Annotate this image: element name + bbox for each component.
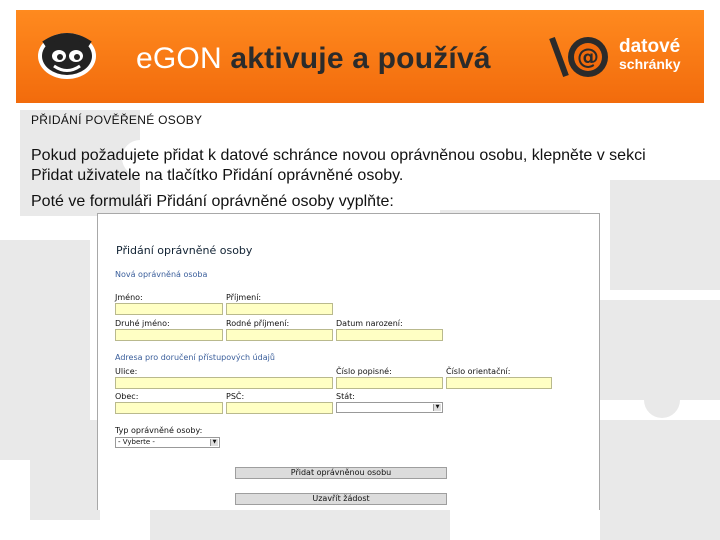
select-typ-osoby[interactable] xyxy=(115,437,220,448)
label-jmeno: Jméno: xyxy=(115,293,143,302)
label-psc: PSČ: xyxy=(226,392,245,401)
input-prijmeni[interactable] xyxy=(226,303,333,315)
input-cislo-orientacni[interactable] xyxy=(446,377,552,389)
input-jmeno[interactable] xyxy=(115,303,223,315)
label-prijmeni: Příjmení: xyxy=(226,293,262,302)
label-typ-osoby: Typ oprávněné osoby: xyxy=(115,426,203,435)
input-cislo-popisne[interactable] xyxy=(336,377,443,389)
banner-title xyxy=(136,42,491,76)
input-ulice[interactable] xyxy=(115,377,333,389)
label-cislo-popisne: Číslo popisné: xyxy=(336,367,392,376)
instruction-paragraph: Pokud požadujete přidat k datové schránce novou oprávněnou osobu, klepněte v sekci Přidat uživatele na tlačítko Přidání oprávněné osoby. xyxy=(31,147,646,184)
egon-mascot-logo xyxy=(36,30,98,80)
label-ulice: Ulice: xyxy=(115,367,138,376)
label-druhe-jmeno: Druhé jméno: xyxy=(115,319,170,328)
form-title: Přidání oprávněné osoby xyxy=(116,244,253,257)
section-label-address: Adresa pro doručení přístupových údajů xyxy=(115,353,275,362)
close-request-button[interactable]: Uzavřít žádost xyxy=(235,493,447,505)
input-obec[interactable] xyxy=(115,402,223,414)
label-cislo-orientacni: Číslo orientační: xyxy=(446,367,511,376)
label-stat: Stát: xyxy=(336,392,355,401)
instruction-paragraph-2: Poté ve formuláři Přidání oprávněné osoby vyplňte: xyxy=(31,193,394,210)
section-heading: PŘIDÁNÍ POVĚŘENÉ OSOBY xyxy=(31,113,203,127)
label-obec: Obec: xyxy=(115,392,139,401)
header-banner xyxy=(16,10,704,103)
label-rodne-prijmeni: Rodné příjmení: xyxy=(226,319,290,328)
svg-text:@: @ xyxy=(577,45,599,70)
datove-schranky-text xyxy=(619,37,680,71)
logo-line-2: schránky xyxy=(619,56,681,72)
select-typ-osoby-value: - Vyberte - xyxy=(118,438,155,446)
input-datum-narozeni[interactable] xyxy=(336,329,443,341)
label-datum-narozeni: Datum narození: xyxy=(336,319,403,328)
input-psc[interactable] xyxy=(226,402,333,414)
logo-line-1: datové xyxy=(619,36,681,57)
add-authorized-person-button[interactable]: Přidat oprávněnou osobu xyxy=(235,467,447,479)
form-screenshot xyxy=(97,213,600,510)
chevron-down-icon: ▼ xyxy=(433,404,441,411)
section-label-new-person: Nová oprávněná osoba xyxy=(115,270,208,279)
select-stat[interactable] xyxy=(336,402,443,413)
banner-subtitle: aktivuje a používá xyxy=(230,42,491,75)
brand-name: eGON xyxy=(136,42,222,75)
chevron-down-icon: ▼ xyxy=(210,439,218,446)
input-druhe-jmeno[interactable] xyxy=(115,329,223,341)
input-rodne-prijmeni[interactable] xyxy=(226,329,333,341)
